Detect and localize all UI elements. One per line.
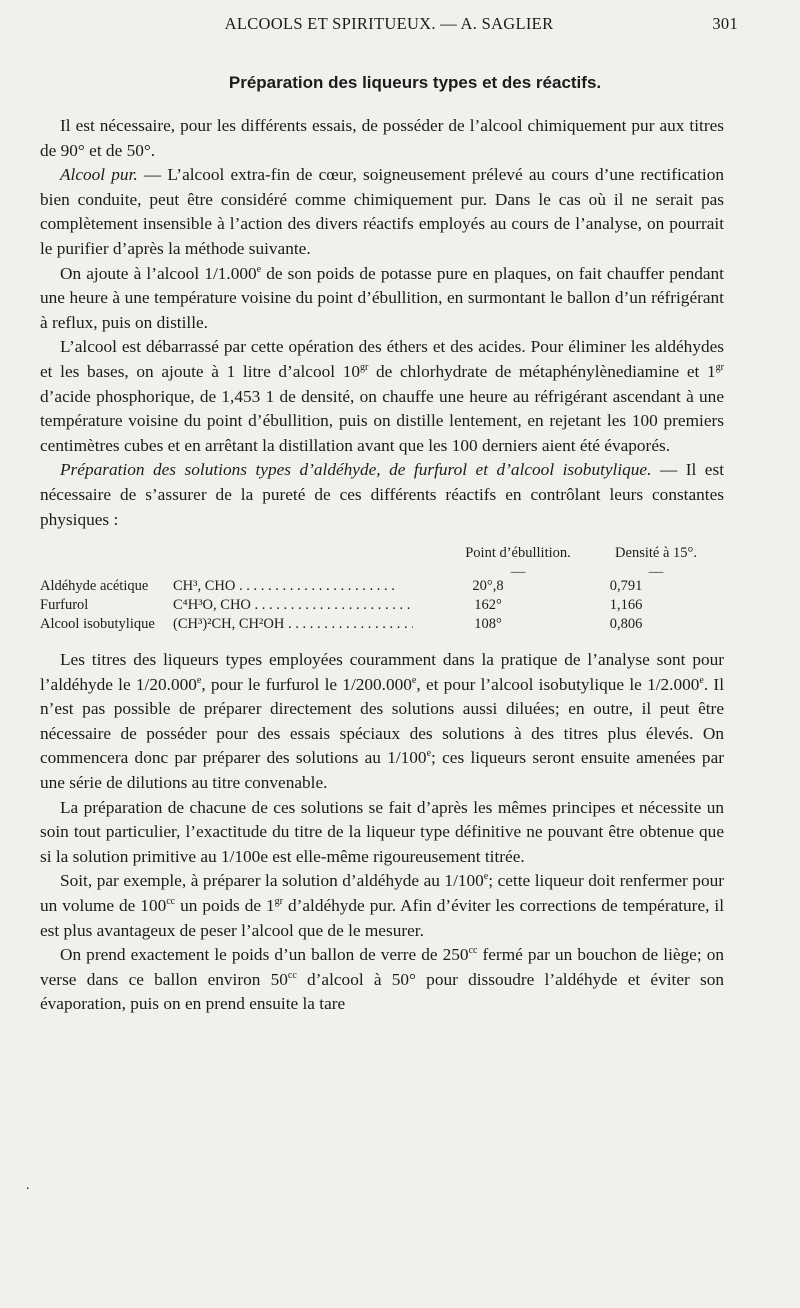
table-header bbox=[40, 544, 724, 563]
paragraph: La préparation de chacune de ces solutions se fait d’après les mêmes principes et nécessite un soin tout particulier, l’exactitude du titre de la liqueur type définitive ne pouvant être obtenue que si la solution primitive au 1/100e est elle-même rigoureusement titrée. bbox=[40, 797, 724, 866]
constants-table bbox=[40, 544, 724, 634]
row-name: Alcool isobutylique bbox=[40, 616, 155, 633]
row-density: 1,166 bbox=[609, 597, 643, 614]
table-row bbox=[40, 596, 724, 615]
row-name: Aldéhyde acétique bbox=[40, 578, 149, 595]
paragraph: On ajoute à l’alcool 1/1.000e de son poids de potasse pure en plaques, on fait chauffer pendant une heure à une température voisine du point d’ébullition, en surmontant le ballon d’un réfrigérant à reflux, puis on distille. bbox=[40, 263, 724, 332]
row-boiling-point: 20°,8 bbox=[472, 578, 504, 595]
run-in-heading: Préparation des solutions types d’aldéhyde, de furfurol et d’alcool isobutylique. bbox=[60, 460, 652, 480]
paragraph: On prend exactement le poids d’un ballon de verre de $250^{cc}$ fermé par un bouchon de liège; on verse dans ce ballon environ $50^{cc}$ d’alcool à 50° pour dissoudre l’aldéhyde et éviter son évaporation, puis on en prend ensuite la tare bbox=[40, 945, 724, 1014]
row-boiling-point: 162° bbox=[474, 597, 502, 614]
page-number: 301 bbox=[712, 14, 738, 33]
body-text bbox=[40, 114, 724, 1017]
row-density: 0,806 bbox=[609, 616, 643, 633]
table-row bbox=[40, 615, 724, 634]
dash: — bbox=[648, 564, 664, 581]
column-header-density: Densité à 15°. bbox=[615, 545, 697, 562]
row-formula: (CH³)²CH, CH²OH . . . bbox=[173, 615, 413, 634]
row-name: Furfurol bbox=[40, 597, 89, 614]
margin-mark: . bbox=[26, 1178, 30, 1193]
paragraph: Alcool pur. — L’alcool extra-fin de cœur, soigneusement prélevé au cours d’une rectification bien conduite, peut être considéré comme chimiquement pur. Dans le cas où il ne serait pas complètement insensible à l’action des divers réactifs employés au cours de l’analyse, on pourrait le purifier d’après la méthode suivante. bbox=[40, 165, 724, 258]
table-row bbox=[40, 577, 724, 596]
paragraph: Les titres des liqueurs types employées couramment dans la pratique de l’analyse sont pour l’aldéhyde le 1/20.000e, pour le furfurol le 1/200.000e, et pour l’alcool isobutylique le 1/2.000e. Il n’est pas possible de préparer directement des solutions aussi diluées; en outre, il peut être nécessaire de posséder pour des essais spéciaux des solutions à des titres plus élevés. On commencera donc par préparer des solutions au 1/100e; ces liqueurs seront ensuite amenées par une série de dilutions au titre convenable. bbox=[40, 650, 724, 793]
column-header-boiling-point: Point d’ébullition. bbox=[465, 545, 571, 562]
paragraph: Il est nécessaire, pour les différents essais, de posséder de l’alcool chimiquement pur aux titres de 90° et de 50°. bbox=[40, 116, 724, 160]
row-boiling-point: 108° bbox=[474, 616, 502, 633]
dash: — bbox=[510, 564, 526, 581]
paragraph: Soit, par exemple, à préparer la solution d’aldéhyde au 1/100e; cette liqueur doit renfermer pour un volume de $100^{cc}$ un poids de $1^{gr}$ d’aldéhyde pur. Afin d’éviter les corrections de température, il est plus avantageux de peser l’alcool que de le mesurer. bbox=[40, 871, 724, 940]
section-title: Préparation des liqueurs types et des réactifs. bbox=[228, 73, 602, 92]
row-formula: C⁴H³O, CHO . . . bbox=[173, 596, 413, 615]
row-density: 0,791 bbox=[609, 578, 643, 595]
run-in-heading: Alcool pur. bbox=[60, 165, 138, 185]
paragraph: L’alcool est débarrassé par cette opération des éthers et des acides. Pour éliminer les aldéhydes et les bases, on ajoute à 1 litre d’alcool $10^{gr}$ de chlorhydrate de métaphénylènediamine et $1^{gr}$ d’acide phosphorique, de 1,453 1 de densité, on chauffe une heure au réfrigérant ascendant à une température voisine du point d’ébullition, puis on distille lentement, en rejetant les 100 premiers centimètres cubes et en arrêtant la distillation avant que les 100 derniers aient été évaporés. bbox=[40, 337, 725, 455]
table-dash-row bbox=[40, 563, 724, 581]
row-formula: CH³, CHO . . . bbox=[173, 577, 413, 596]
paragraph: Préparation des solutions types d’aldéhyde, de furfurol et d’alcool isobutylique. — Il est nécessaire de s’assurer de la pureté de ces différents réactifs en contrôlant leurs constantes physiques : bbox=[40, 460, 725, 529]
running-title: ALCOOLS ET SPIRITUEUX. — A. SAGLIER bbox=[224, 14, 554, 33]
